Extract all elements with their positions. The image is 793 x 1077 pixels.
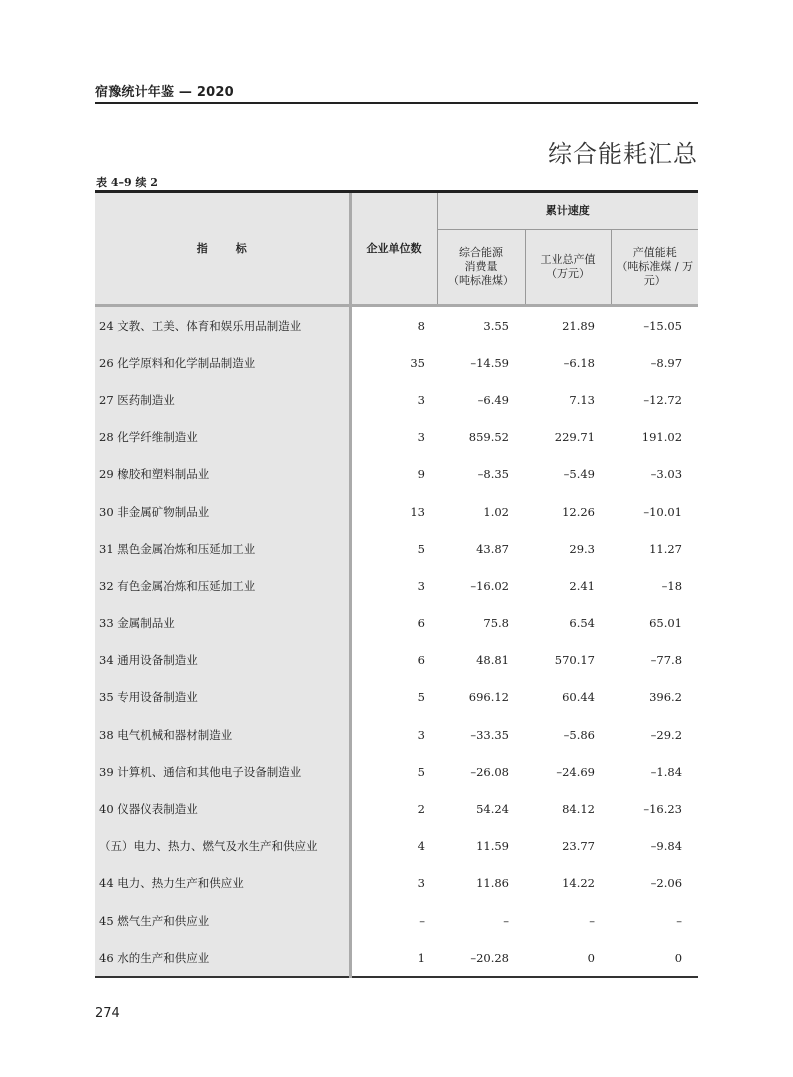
row-unit-count: 4 (350, 828, 437, 865)
header-energy-intensity: 产值能耗 （吨标准煤 / 万 元） (611, 230, 698, 306)
row-indicator: 46 水的生产和供应业 (95, 939, 350, 977)
row-unit-count: – (350, 902, 437, 939)
table-row (95, 530, 698, 567)
row-indicator: 24 文教、工美、体育和娱乐用品制造业 (95, 306, 350, 345)
row-indicator: 30 非金属矿物制品业 (95, 493, 350, 530)
row-energy-consumption: –20.28 (437, 939, 525, 977)
row-energy-intensity: 396.2 (649, 690, 683, 705)
row-industrial-output: 7.13 (569, 392, 595, 407)
row-energy-intensity: –1.84 (650, 764, 683, 779)
row-industrial-output: – (589, 913, 595, 928)
row-energy-intensity: –29.2 (650, 727, 683, 742)
row-unit-count: 3 (350, 381, 437, 418)
table-row (95, 753, 698, 790)
row-unit-count: 6 (350, 642, 437, 679)
header-indicator: 指标 (95, 192, 350, 306)
row-indicator: （五）电力、热力、燃气及水生产和供应业 (95, 828, 350, 865)
row-unit-count: 3 (350, 865, 437, 902)
row-energy-consumption: 11.86 (476, 876, 509, 891)
row-energy-consumption: 859.52 (468, 430, 509, 445)
row-indicator: 32 有色金属冶炼和压延加工业 (95, 567, 350, 604)
row-industrial-output: –5.86 (563, 727, 595, 742)
page-number: 274 (95, 1006, 120, 1021)
table-row (95, 567, 698, 604)
row-energy-consumption: 11.59 (476, 839, 509, 854)
header-cumulative-rate: 累计速度 (437, 192, 698, 230)
row-indicator: 45 燃气生产和供应业 (95, 902, 350, 939)
row-energy-intensity: –18 (661, 578, 683, 593)
row-industrial-output: –24.69 (556, 764, 595, 779)
row-indicator: 28 化学纤维制造业 (95, 419, 350, 456)
row-indicator: 38 电气机械和器材制造业 (95, 716, 350, 753)
row-indicator: 29 橡胶和塑料制品业 (95, 456, 350, 493)
row-energy-consumption: 48.81 (476, 653, 509, 668)
row-industrial-output: 6.54 (569, 616, 595, 631)
header-industrial-output: 工业总产值 （万元） (525, 230, 611, 306)
energy-table (95, 190, 698, 978)
table-row (95, 642, 698, 679)
data-table (95, 190, 698, 978)
row-energy-consumption: 1.02 (483, 504, 509, 519)
header-energy-consumption: 综合能源 消费量 （吨标准煤） (437, 230, 525, 306)
row-energy-consumption: 75.8 (483, 616, 509, 631)
row-indicator: 34 通用设备制造业 (95, 642, 350, 679)
row-industrial-output: 14.22 (562, 876, 595, 891)
table-body (95, 306, 698, 978)
row-unit-count: 8 (350, 306, 437, 345)
row-indicator: 39 计算机、通信和其他电子设备制造业 (95, 753, 350, 790)
table-row (95, 493, 698, 530)
header-unit-count: 企业单位数 (350, 192, 437, 306)
running-head: 宿豫统计年鉴 — 2020 (95, 86, 698, 104)
row-industrial-output: –5.49 (563, 467, 595, 482)
row-energy-consumption: –16.02 (470, 578, 509, 593)
table-row (95, 865, 698, 902)
row-industrial-output: 23.77 (562, 839, 595, 854)
table-row (95, 939, 698, 977)
row-industrial-output: 29.3 (569, 541, 595, 556)
table-row (95, 344, 698, 381)
row-energy-intensity: 191.02 (641, 430, 683, 445)
row-unit-count: 1 (350, 939, 437, 977)
row-energy-intensity: 11.27 (649, 541, 683, 556)
row-energy-consumption: –14.59 (470, 355, 509, 370)
row-energy-intensity: –3.03 (650, 467, 683, 482)
row-energy-intensity: –8.97 (650, 355, 683, 370)
row-unit-count: 13 (350, 493, 437, 530)
row-energy-intensity: –16.23 (643, 802, 683, 817)
table-row (95, 306, 698, 345)
row-industrial-output: 12.26 (562, 504, 595, 519)
row-industrial-output: 84.12 (562, 802, 595, 817)
table-row (95, 828, 698, 865)
row-indicator: 44 电力、热力生产和供应业 (95, 865, 350, 902)
table-header (95, 192, 698, 306)
row-industrial-output: 0 (525, 939, 611, 977)
row-unit-count: 35 (350, 344, 437, 381)
row-energy-intensity: – (676, 913, 683, 928)
table-row (95, 790, 698, 827)
row-unit-count: 5 (350, 753, 437, 790)
row-industrial-output: –6.18 (563, 355, 595, 370)
row-indicator: 35 专用设备制造业 (95, 679, 350, 716)
row-unit-count: 2 (350, 790, 437, 827)
row-unit-count: 3 (350, 716, 437, 753)
row-industrial-output: 229.71 (554, 430, 595, 445)
table-label: 表 4–9 续 2 (96, 176, 158, 189)
row-energy-consumption: –33.35 (470, 727, 509, 742)
table-row (95, 456, 698, 493)
row-energy-consumption: –6.49 (477, 392, 509, 407)
row-energy-intensity: –15.05 (643, 318, 683, 333)
row-unit-count: 3 (350, 567, 437, 604)
row-energy-intensity: –2.06 (650, 876, 683, 891)
row-indicator: 31 黑色金属冶炼和压延加工业 (95, 530, 350, 567)
row-unit-count: 5 (350, 679, 437, 716)
table-row (95, 419, 698, 456)
row-unit-count: 9 (350, 456, 437, 493)
row-energy-intensity: –12.72 (643, 392, 683, 407)
row-energy-intensity: –10.01 (643, 504, 683, 519)
row-indicator: 40 仪器仪表制造业 (95, 790, 350, 827)
row-industrial-output: 60.44 (562, 690, 595, 705)
table-row (95, 902, 698, 939)
row-industrial-output: 21.89 (562, 318, 595, 333)
table-row (95, 605, 698, 642)
row-unit-count: 6 (350, 605, 437, 642)
row-unit-count: 3 (350, 419, 437, 456)
row-energy-consumption: –8.35 (477, 467, 509, 482)
row-energy-consumption: – (503, 913, 509, 928)
row-energy-consumption: 696.12 (468, 690, 509, 705)
row-energy-consumption: 54.24 (476, 802, 509, 817)
row-unit-count: 5 (350, 530, 437, 567)
row-energy-intensity: 0 (611, 939, 698, 977)
table-row (95, 381, 698, 418)
row-indicator: 27 医药制造业 (95, 381, 350, 418)
row-indicator: 33 金属制品业 (95, 605, 350, 642)
section-title: 综合能耗汇总 (548, 140, 698, 168)
row-industrial-output: 2.41 (569, 578, 595, 593)
row-industrial-output: 570.17 (554, 653, 595, 668)
row-indicator: 26 化学原料和化学制品制造业 (95, 344, 350, 381)
row-energy-consumption: –26.08 (470, 764, 509, 779)
row-energy-consumption: 3.55 (483, 318, 509, 333)
row-energy-intensity: 65.01 (649, 616, 683, 631)
row-energy-intensity: –9.84 (650, 839, 683, 854)
row-energy-intensity: –77.8 (650, 653, 683, 668)
table-row (95, 679, 698, 716)
table-row (95, 716, 698, 753)
row-energy-consumption: 43.87 (476, 541, 509, 556)
